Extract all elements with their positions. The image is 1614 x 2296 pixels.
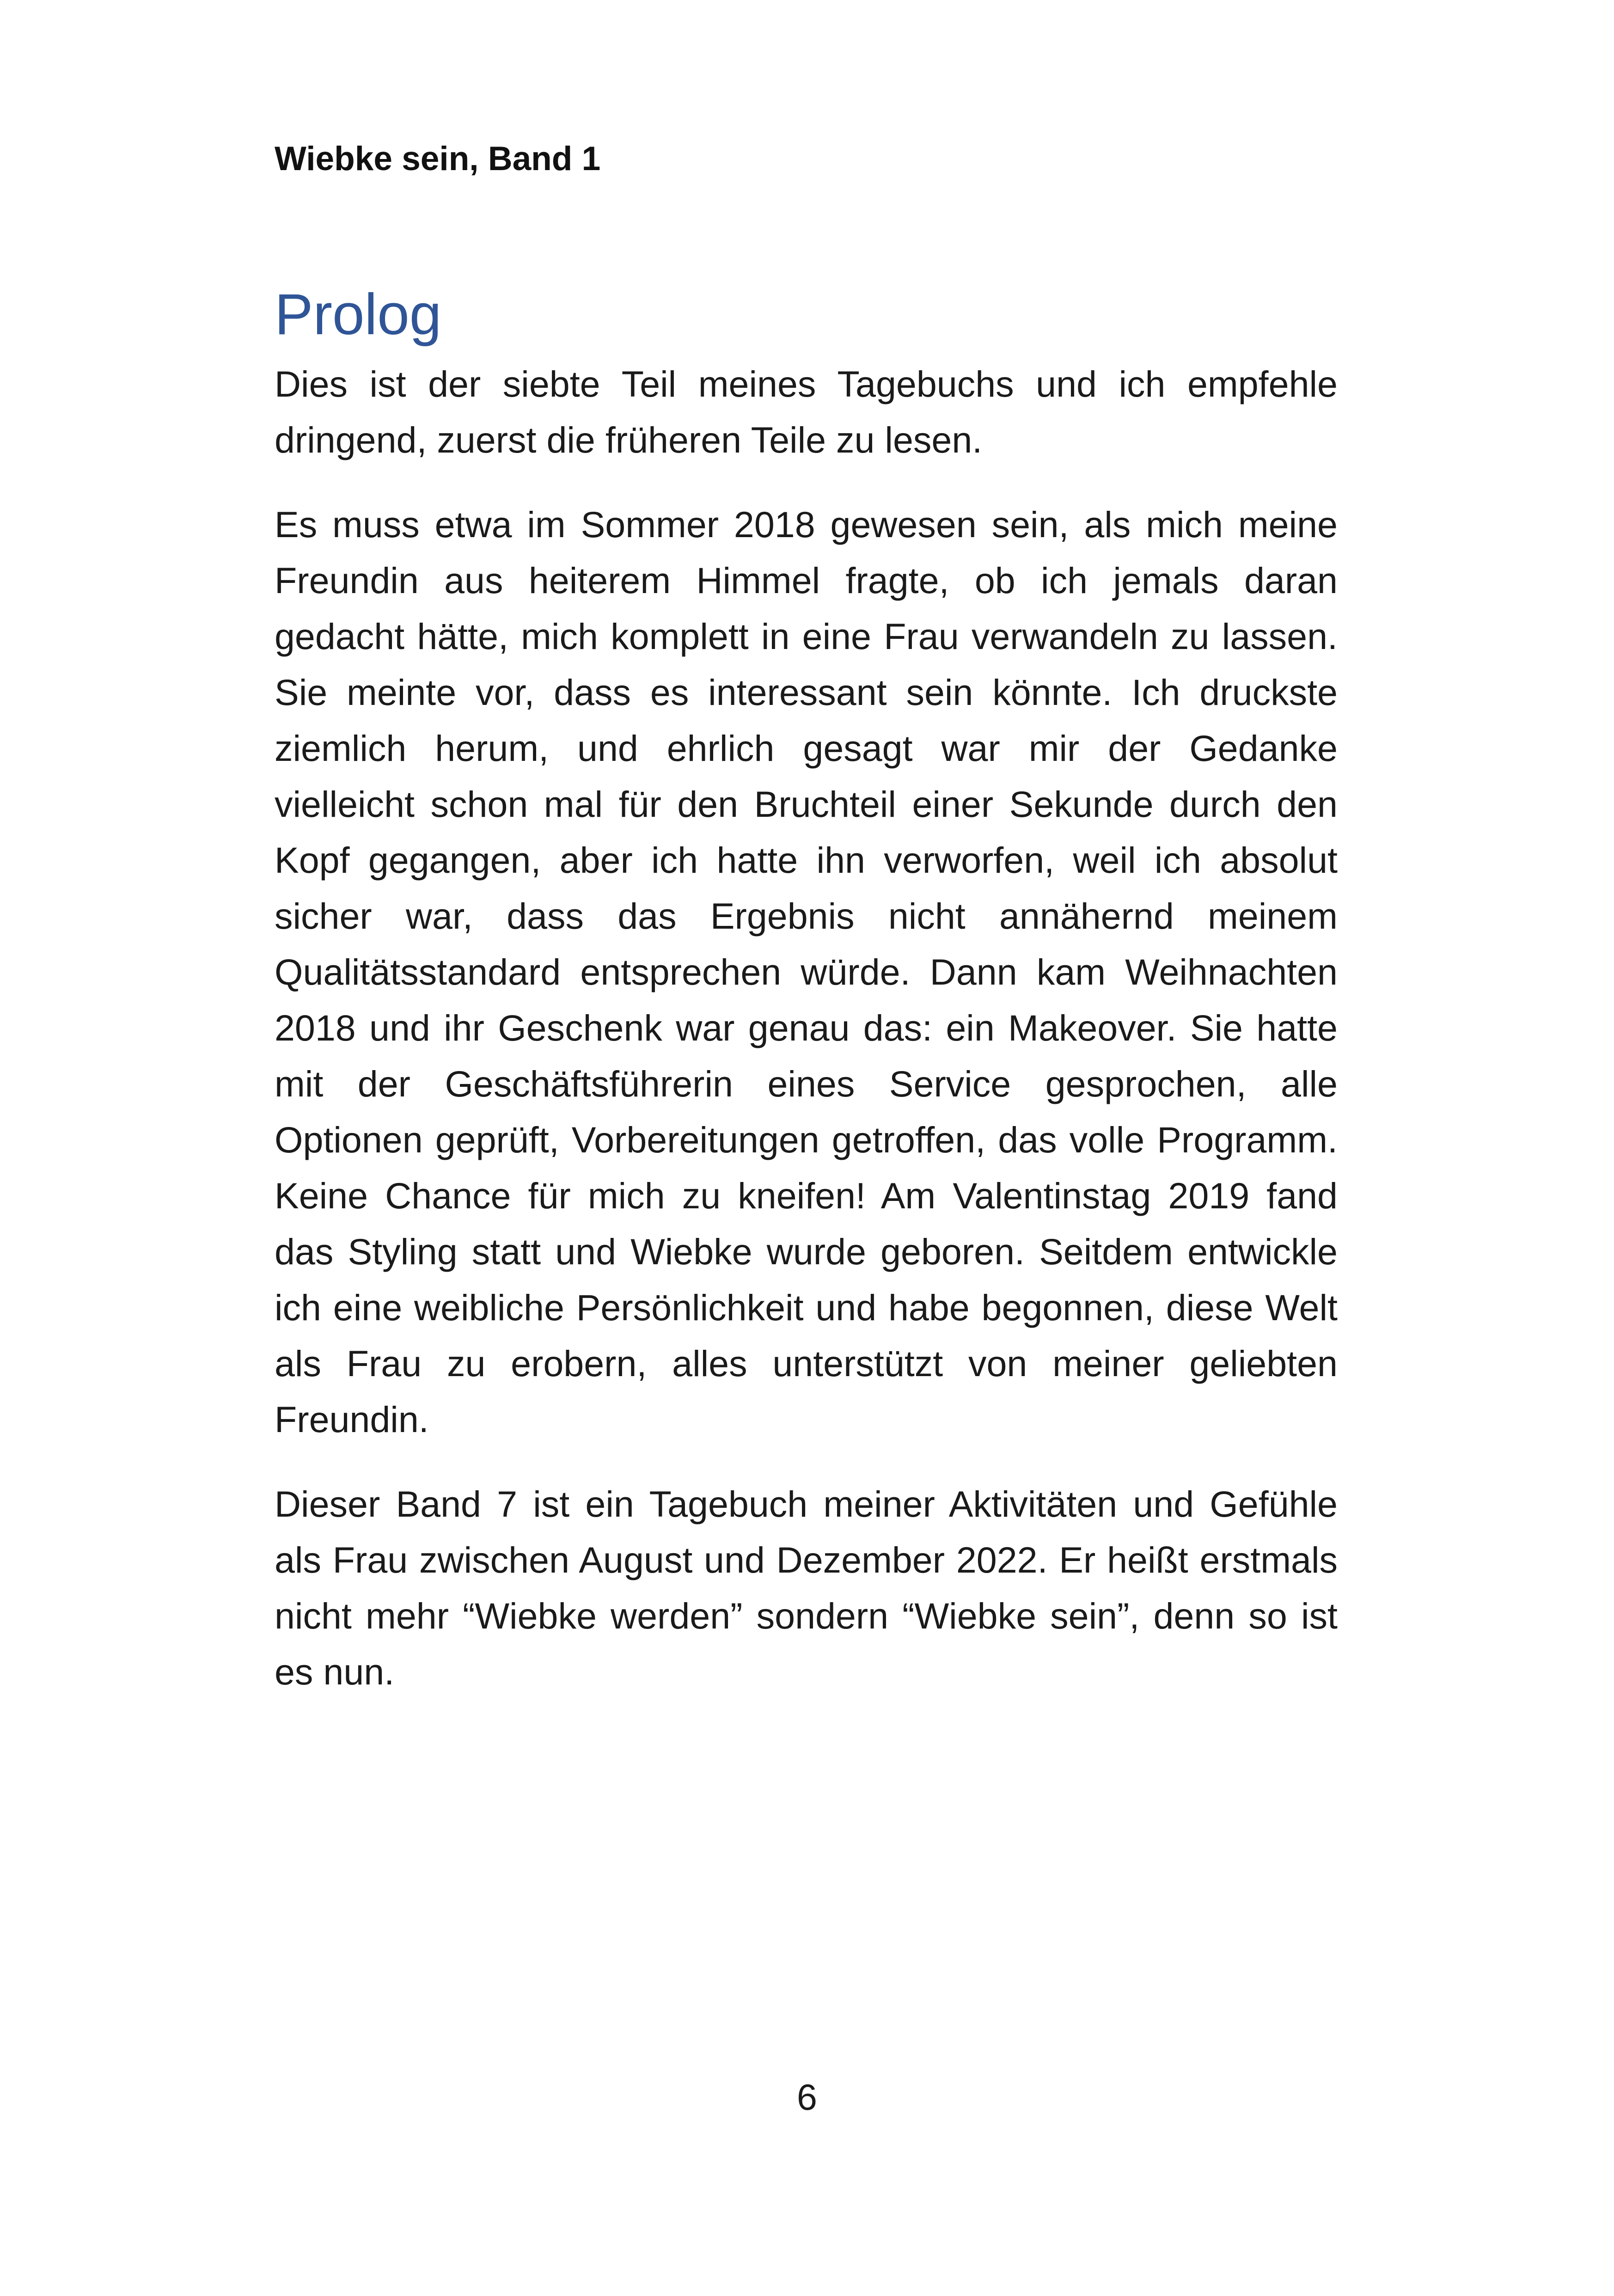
paragraph: Es muss etwa im Sommer 2018 gewesen sein, als mich meine Freundin aus heiterem Himmel fragte, ob ich jemals daran gedacht hätte, mich komplett in eine Frau verwandeln zu lassen. Sie meinte vor, dass es interessant sein könnte. Ich druckste ziemlich herum, und ehrlich gesagt war mir der Gedanke vielleicht schon mal für den Bruchteil einer Sekunde durch den Kopf gegangen, aber ich hatte ihn verworfen, weil ich absolut sicher war, dass das Ergebnis nicht annähernd meinem Qualitätsstandard entsprechen würde. Dann kam Weihnachten 2018 und ihr Geschenk war genau das: ein Makeover. Sie hatte mit der Geschäftsführerin eines Service gesprochen, alle Optionen geprüft, Vorbereitungen getroffen, das volle Programm. Keine Chance für mich zu kneifen! Am Valentinstag 2019 fand das Styling statt und Wiebke wurde geboren. Seitdem entwickle ich eine weibliche Persönlichkeit und habe begonnen, diese Welt als Frau zu erobern, alles unterstützt von meiner geliebten Freundin.	[275, 504, 1338, 1440]
chapter-title: Prolog	[275, 282, 442, 347]
page-number: 6	[797, 2076, 817, 2118]
paragraph: Dieser Band 7 ist ein Tagebuch meiner Aktivitäten und Gefühle als Frau zwischen August und Dezember 2022. Er heißt erstmals nicht mehr “Wiebke werden” sondern “Wiebke sein”, denn so ist es nun.	[275, 1483, 1338, 1692]
running-header: Wiebke sein, Band 1	[275, 140, 601, 178]
chapter-body	[275, 356, 1338, 1728]
paragraph: Dies ist der siebte Teil meines Tagebuchs und ich empfehle dringend, zuerst die früheren Teile zu lesen.	[275, 363, 1338, 460]
